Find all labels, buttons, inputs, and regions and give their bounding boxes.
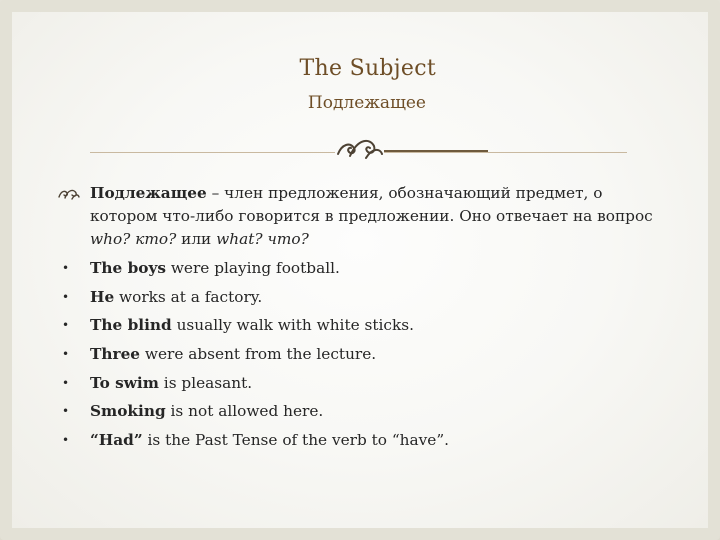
sentence-rest: is pleasant. <box>158 373 253 392</box>
sentence-rest: is the Past Tense of the verb to “have”. <box>142 431 450 450</box>
slide-content <box>60 182 660 455</box>
sentence-rest: usually walk with white sticks. <box>171 316 414 335</box>
list-item <box>60 254 660 283</box>
list-item <box>60 426 660 455</box>
subject-bold: The blind <box>90 316 172 335</box>
slide-title: The Subject <box>299 56 436 81</box>
divider-accent <box>384 150 488 152</box>
bullet-dot: • <box>62 318 70 333</box>
term-bold: Подлежащее <box>90 184 207 202</box>
definition-text: – член предложения, обозначающий предмет, о котором что-либо говорится в предложении. Оно отвечает на вопрос <box>90 184 653 225</box>
curl-ornament-icon <box>336 136 384 162</box>
sentence-rest: works at a factory. <box>114 287 263 306</box>
list-item <box>60 369 660 398</box>
divider-left <box>90 152 335 153</box>
slide-subtitle: Подлежащее <box>307 93 426 113</box>
subject-bold: To swim <box>90 373 159 392</box>
bullet-dot: • <box>62 433 70 448</box>
bullet-dot: • <box>62 347 70 362</box>
definition-paragraph <box>60 182 660 251</box>
subject-bold: He <box>90 287 115 306</box>
question-what: what? что? <box>216 230 309 248</box>
subject-bold: “Had” <box>90 431 143 450</box>
bullet-dot: • <box>62 261 70 275</box>
bullet-dot: • <box>62 404 70 419</box>
bullet-dot: • <box>62 289 70 304</box>
question-who: who? кто? <box>90 230 177 248</box>
list-item <box>60 397 660 426</box>
subject-bold: The boys <box>90 259 166 277</box>
sentence-rest: were absent from the lecture. <box>140 345 377 364</box>
divider-right <box>384 152 627 153</box>
sentence-rest: were playing football. <box>165 259 340 277</box>
subject-bold: Three <box>90 345 141 364</box>
list-item <box>60 311 660 340</box>
or-text: или <box>176 230 217 248</box>
curl-bullet-icon <box>58 187 80 201</box>
list-item <box>60 340 660 369</box>
bullet-dot: • <box>62 375 70 390</box>
subject-bold: Smoking <box>90 402 166 421</box>
list-item <box>60 283 660 312</box>
sentence-rest: is not allowed here. <box>165 402 324 421</box>
example-list <box>60 254 660 455</box>
